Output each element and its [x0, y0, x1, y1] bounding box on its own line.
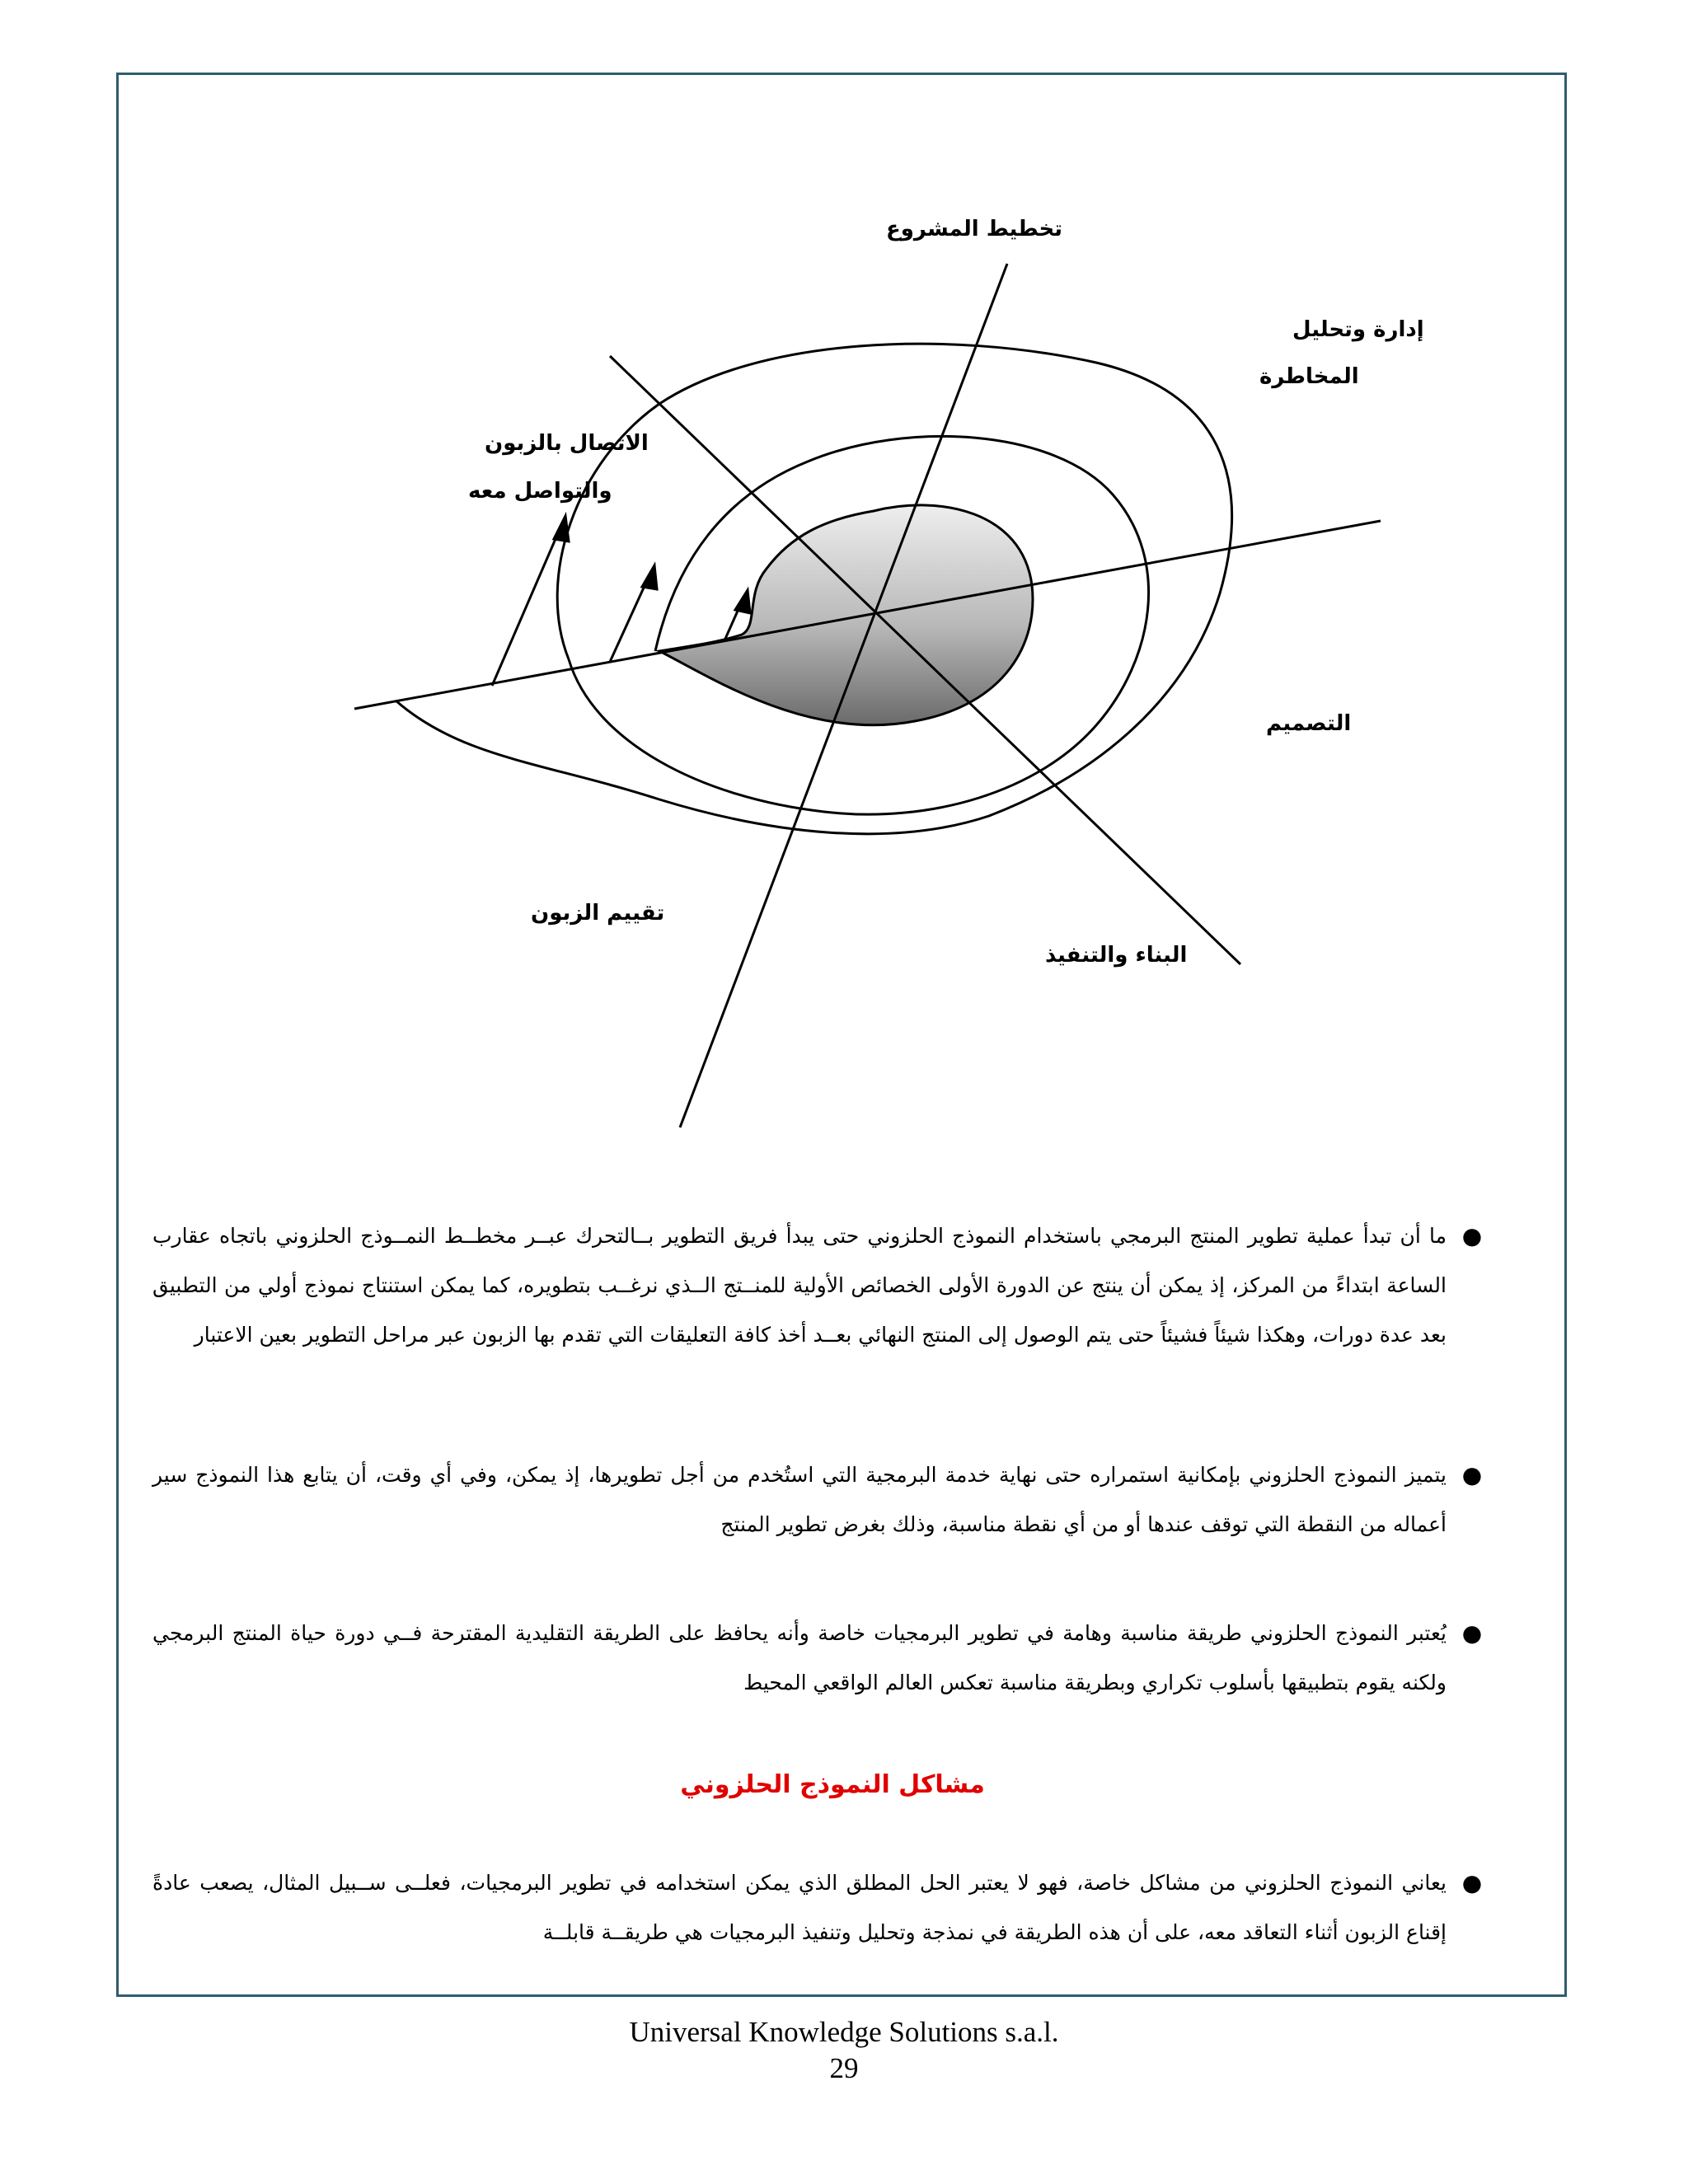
bullet-icon: ● — [1461, 1619, 1483, 1647]
label-design: التصميم — [1266, 711, 1352, 736]
bullet-text: ما أن تبدأ عملية تطوير المنتج البرمجي باستخدام النموذج الحلزوني حتى يبدأ فريق التطوير بــالتحرك عبــر مخطــط النمــوذج الحلزوني باتجاه عقارب الساعة ابتداءً من المركز، إذ يمكن أن ينتج عن الدورة الأولى الخصائص الأولية للمنــتج الــذي نرغــب بتطويره، كما يمكن استنتاج نموذج أولي من التطبيق بعد عدة دورات، وهكذا شيئاً فشيئاً حتى يتم الوصول إلى المنتج النهائي بعــد أخذ كافة التعليقات التي تقدم بها الزبون عبر مراحل التطوير بعين الاعتبار — [152, 1224, 1447, 1347]
label-risk-analysis-line1: إدارة وتحليل — [1292, 317, 1424, 342]
bullet-item-3 — [152, 1609, 1483, 1708]
label-customer-communication-line1: الاتصال بالزبون — [485, 431, 649, 456]
bullet-icon: ● — [1461, 1222, 1483, 1249]
bullet-icon: ● — [1461, 1869, 1483, 1896]
label-customer-evaluation: تقييم الزبون — [531, 901, 665, 926]
label-customer-communication-line2: والتواصل معه — [468, 479, 612, 504]
page-number: 29 — [829, 2052, 859, 2084]
bullet-text: يعاني النموذج الحلزوني من مشاكل خاصة، فهو لا يعتبر الحل المطلق الذي يمكن استخدامه في تطوير البرمجيات، فعلــى ســبيل المثال، يصعب عادةً إقناع الزبون أثناء التعاقد معه، على أن هذه الطريقة في نمذجة وتحليل وتنفيذ البرمجيات هي طريقــة قابلــة — [152, 1871, 1447, 1944]
section-heading: مشاكل النموذج الحلزوني — [680, 1770, 985, 1799]
problem-bullet-item-1 — [152, 1858, 1483, 1957]
footer-company-name: Universal Knowledge Solutions s.a.l. — [629, 2016, 1059, 2048]
bullet-item-2 — [152, 1451, 1483, 1549]
bullet-icon: ● — [1461, 1461, 1483, 1488]
bullet-text: يُعتبر النموذج الحلزوني طريقة مناسبة وهامة في تطوير البرمجيات خاصة وأنه يحافظ على الطريقة التقليدية المقترحة فــي دورة حياة المنتج البرمجي ولكنه يقوم بتطبيقها بأسلوب تكراري وبطريقة مناسبة تعكس العالم الواقعي المحيط — [152, 1621, 1447, 1694]
problems-content — [152, 1858, 1483, 1966]
label-project-planning: تخطيط المشروع — [886, 217, 1062, 241]
body-content — [152, 1212, 1483, 1739]
label-build-implementation: البناء والتنفيذ — [1045, 943, 1188, 968]
bullet-text: يتميز النموذج الحلزوني بإمكانية استمراره حتى نهاية خدمة البرمجية التي استُخدم من أجل تطويرها، إذ يمكن، وفي أي وقت، أن يتابع هذا النموذج سير أعماله من النقطة التي توقف عندها أو من أي نقطة مناسبة، وذلك بغرض تطوير المنتج — [152, 1463, 1447, 1536]
bullet-item-1 — [152, 1212, 1483, 1360]
label-risk-analysis-line2: المخاطرة — [1259, 364, 1359, 389]
